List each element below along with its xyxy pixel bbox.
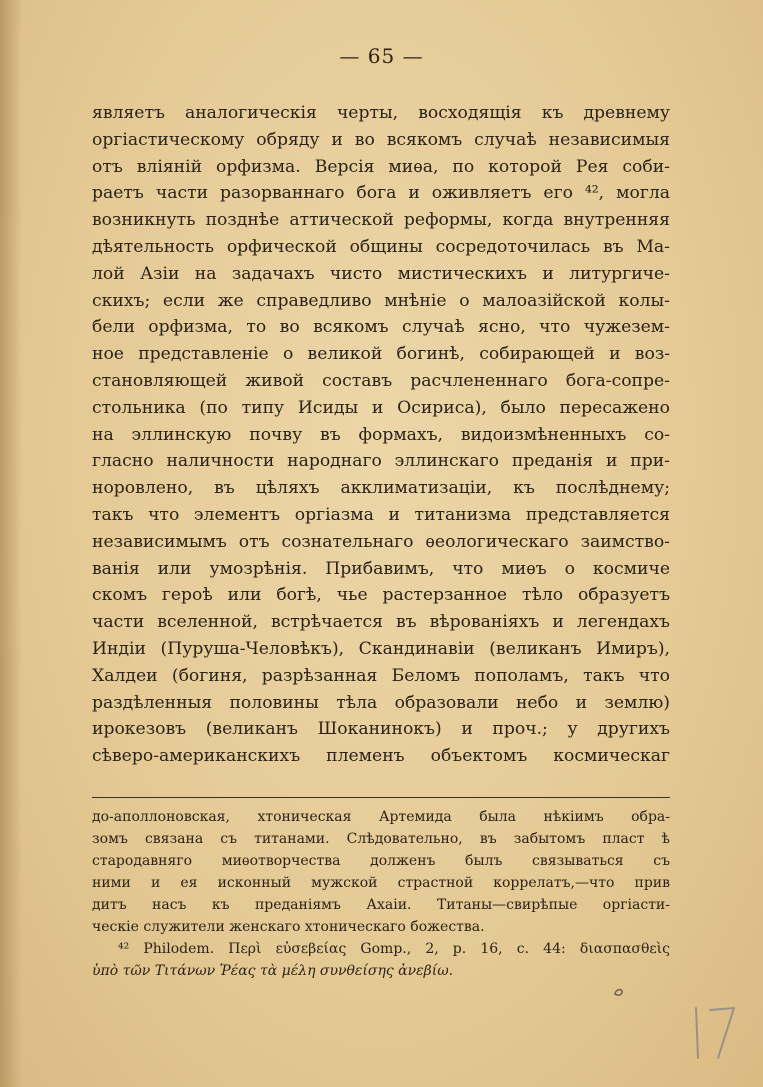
text-line: являетъ аналогическія черты, восходящія къ древнему bbox=[92, 103, 670, 123]
text-line: ирокезовъ (великанъ Шоканинокъ) и проч.; у другихъ bbox=[92, 719, 670, 740]
text-line: скомъ героѣ или богѣ, чье растерзанное тѣло образуетъ bbox=[92, 585, 670, 606]
text-line: оргіастическому обряду и во всякомъ случаѣ независимыя bbox=[92, 129, 670, 150]
text-line: ное представленіе о великой богинѣ, собирающей и воз- bbox=[92, 344, 670, 365]
text-line: гласно наличности народнаго эллинскаго преданія и при- bbox=[92, 451, 670, 472]
footnote-42-greek: ὑπὸ τῶν Τιτάνων Ῥέας τὰ μέλη συνθείσης ἀνεβίω. bbox=[92, 963, 454, 979]
text-line: Халдеи (богиня, разрѣзанная Беломъ пополамъ, такъ что bbox=[92, 665, 670, 686]
text-line: скихъ; если же справедливо мнѣніе о малоазійской колы- bbox=[92, 290, 670, 311]
footnote-line: ческіе служители женскаго хтоническаго божества. bbox=[92, 919, 485, 935]
text-line: норовлено, въ цѣляхъ акклиматизаціи, къ послѣднему; bbox=[92, 478, 670, 499]
footnote-line: ними и ея исконный мужской страстной коррелатъ,—что прив bbox=[92, 875, 670, 891]
page-number: — 65 — bbox=[339, 44, 424, 68]
footnote-line: стародавняго миѳотворчества долженъ былъ связываться съ bbox=[92, 853, 670, 869]
footnote-divider bbox=[92, 797, 670, 798]
text-line: сѣверо-американскихъ племенъ объектомъ космическаг bbox=[92, 746, 670, 767]
text-line: такъ что элементъ оргіазма и титанизма представляется bbox=[92, 504, 670, 525]
text-line: лой Азіи на задачахъ чисто мистическихъ и литургиче- bbox=[92, 263, 670, 284]
footnote-line: зомъ связана съ титанами. Слѣдовательно, въ забытомъ пласт ѣ bbox=[92, 831, 670, 847]
text-line: бели орфизма, то во всякомъ случаѣ ясно, что чужезем- bbox=[92, 317, 670, 338]
text-line: возникнуть позднѣе аттической реформы, когда внутренняя bbox=[92, 210, 670, 231]
footnotes bbox=[92, 806, 670, 982]
main-text bbox=[92, 100, 670, 770]
text-line: раздѣленныя половины тѣла образовали небо и землю) bbox=[92, 692, 670, 713]
footnote-42: ⁴² Philodem. Περὶ εὐσεβείας Gomp., 2, p. 16, c. 44: διασπασθεὶς bbox=[118, 941, 670, 957]
footnote-line: до-аполлоновская, хтоническая Артемида была нѣкіимъ обра- bbox=[92, 809, 670, 825]
footnote-line: дитъ насъ къ преданіямъ Ахаіи. Титаны—свирѣпые оргіасти- bbox=[92, 897, 670, 913]
pencil-mark bbox=[612, 984, 626, 1003]
text-line: на эллинскую почву въ формахъ, видоизмѣненныхъ со- bbox=[92, 424, 670, 445]
text-line: дѣятельность орфической общины сосредоточилась въ Ма- bbox=[92, 236, 670, 257]
text-line: стольника (по типу Исиды и Осириса), было пересажено bbox=[92, 397, 670, 418]
handwritten-mark bbox=[688, 1000, 742, 1062]
text-line: части вселенной, встрѣчается въ вѣрованіяхъ и легендахъ bbox=[92, 612, 670, 633]
text-line: ванія или умозрѣнія. Прибавимъ, что миѳъ о космиче bbox=[92, 558, 670, 579]
text-line: становляющей живой составъ расчлененнаго бога-сопре- bbox=[92, 370, 670, 391]
text-line: Индіи (Пуруша-Человѣкъ), Скандинавіи (великанъ Имиръ), bbox=[92, 638, 670, 659]
text-line: отъ вліяній орфизма. Версія миѳа, по которой Рея соби- bbox=[92, 156, 670, 177]
page-edge-shadow bbox=[0, 0, 22, 1087]
text-line: раетъ части разорваннаго бога и оживляетъ его ⁴², могла bbox=[92, 183, 670, 204]
text-line: независимымъ отъ сознательнаго ѳеологическаго заимство- bbox=[92, 531, 670, 552]
